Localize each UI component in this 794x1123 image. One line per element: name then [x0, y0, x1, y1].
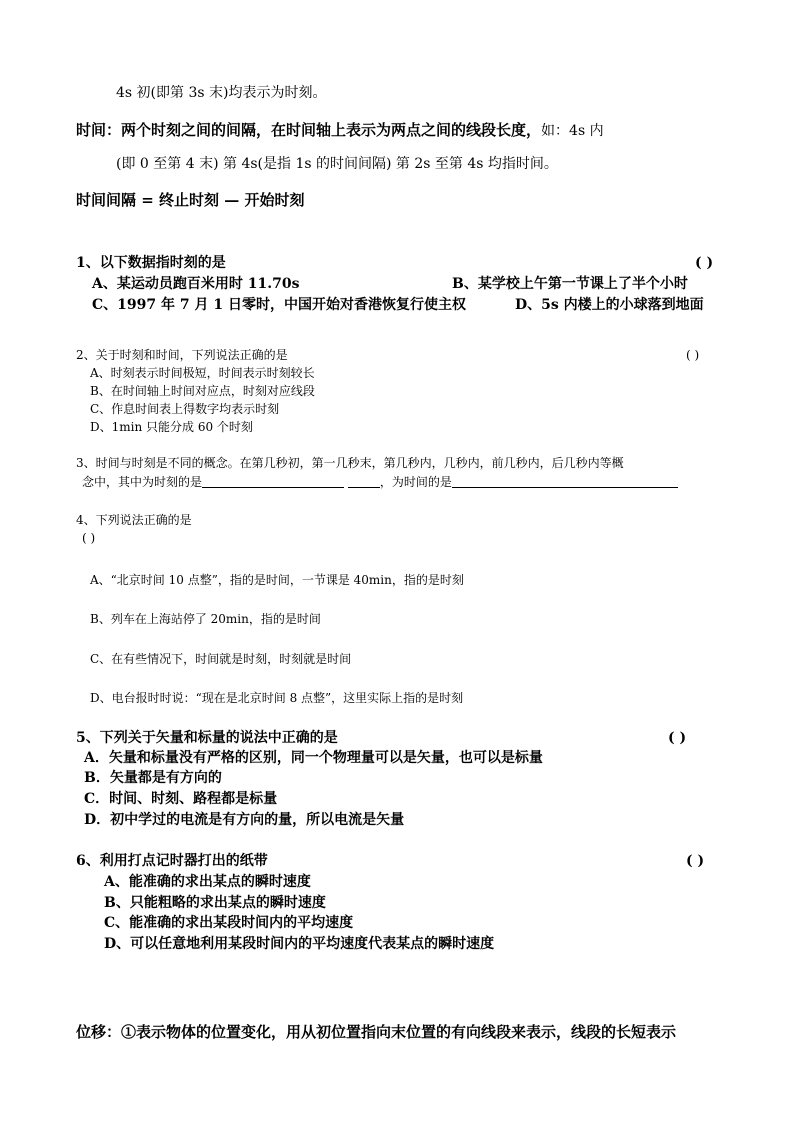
q5-option-b: B．矢量都是有方向的: [84, 770, 222, 786]
q2-option-c: C、作息时间表上得数字均表示时刻: [90, 402, 280, 416]
displacement-definition: [76, 1025, 676, 1040]
q4-option-a: A、“北京时间 10 点整”，指的是时间，一节课是 40min，指的是时刻: [90, 573, 464, 587]
q4-option-d: D、电台报时时说：“现在是北京时间 8 点整”，这里实际上指的是时刻: [90, 691, 464, 705]
q3-blank-moment-extra[interactable]: [348, 475, 380, 488]
time-example: 如：4s 内: [541, 123, 604, 139]
q6-option-b: B、只能粗略的求出某点的瞬时速度: [104, 895, 326, 911]
q5-answer-paren: ( ): [668, 730, 687, 746]
q6-option-d: D、可以任意地利用某段时间内的平均速度代表某点的瞬时速度: [104, 936, 495, 952]
q4-option-c: C、在有些情况下，时间就是时刻，时刻就是时间: [90, 652, 352, 666]
q4-stem: 4、下列说法正确的是: [76, 513, 192, 527]
intro-line-3: (即 0 至第 4 末) 第 4s(是指 1s 的时间间隔) 第 2s 至第 4s 均指时间。: [116, 156, 558, 172]
q3-prefix: 念中，其中为时刻的是: [82, 475, 203, 489]
q2-stem: 2、关于时刻和时间，下列说法正确的是: [76, 348, 288, 362]
q2-option-d: D、1min 只能分成 60 个时刻: [90, 420, 253, 434]
q6-option-a: A、能准确的求出某点的瞬时速度: [104, 874, 311, 890]
q4-option-b: B、列车在上海站停了 20min，指的是时间: [90, 612, 321, 626]
time-definition: [76, 122, 604, 138]
q1-option-a: A、某运动员跑百米用时 11.70s: [92, 276, 300, 292]
q3-blank-moment[interactable]: [202, 475, 344, 488]
displacement-label: 位移：: [76, 1023, 122, 1041]
q2-option-a: A、时刻表示时间极短，时间表示时刻较长: [90, 366, 315, 380]
q6-option-c: C、能准确的求出某段时间内的平均速度: [104, 915, 354, 931]
q3-line-1: 3、时间与时刻是不同的概念。在第几秒初，第一几秒末，第几秒内，几秒内，前几秒内，后几秒内等概: [76, 456, 624, 470]
time-label: 时间：: [76, 121, 122, 139]
q2-option-b: B、在时间轴上时间对应点，时刻对应线段: [90, 384, 315, 398]
q3-blank-interval[interactable]: [452, 475, 678, 488]
q1-option-c: C、1997 年 7 月 1 日零时，中国开始对香港恢复行使主权: [92, 297, 466, 313]
q4-answer-paren: ( ): [82, 531, 96, 545]
q6-answer-paren: ( ): [686, 853, 705, 869]
time-def-text: 两个时刻之间的间隔，在时间轴上表示为两点之间的线段长度，: [121, 121, 542, 139]
q1-option-b: B、某学校上午第一节课上了半个小时: [452, 276, 688, 292]
time-formula: 时间间隔 = 终止时刻 — 开始时刻: [76, 191, 305, 209]
q5-stem: 5、下列关于矢量和标量的说法中正确的是: [76, 730, 338, 746]
q5-option-d: D．初中学过的电流是有方向的量，所以电流是矢量: [84, 812, 405, 828]
q2-answer-paren: ( ): [686, 348, 700, 362]
intro-line-1: 4s 初(即第 3s 末)均表示为时刻。: [116, 85, 327, 101]
q3-mid: ，为时间的是: [379, 475, 452, 489]
q5-option-c: C．时间、时刻、路程都是标量: [84, 791, 278, 807]
q1-stem: 1、以下数据指时刻的是: [76, 255, 226, 271]
q1-answer-paren: ( ): [695, 255, 714, 271]
q3-line-2: [82, 475, 678, 488]
q5-option-a: A．矢量和标量没有严格的区别，同一个物理量可以是矢量，也可以是标量: [84, 750, 543, 766]
q6-stem: 6、利用打点记时器打出的纸带: [76, 853, 268, 869]
displacement-text: ①表示物体的位置变化，用从初位置指向末位置的有向线段来表示，线段的长短表示: [121, 1023, 677, 1041]
q1-option-d: D、5s 内楼上的小球落到地面: [515, 297, 704, 313]
